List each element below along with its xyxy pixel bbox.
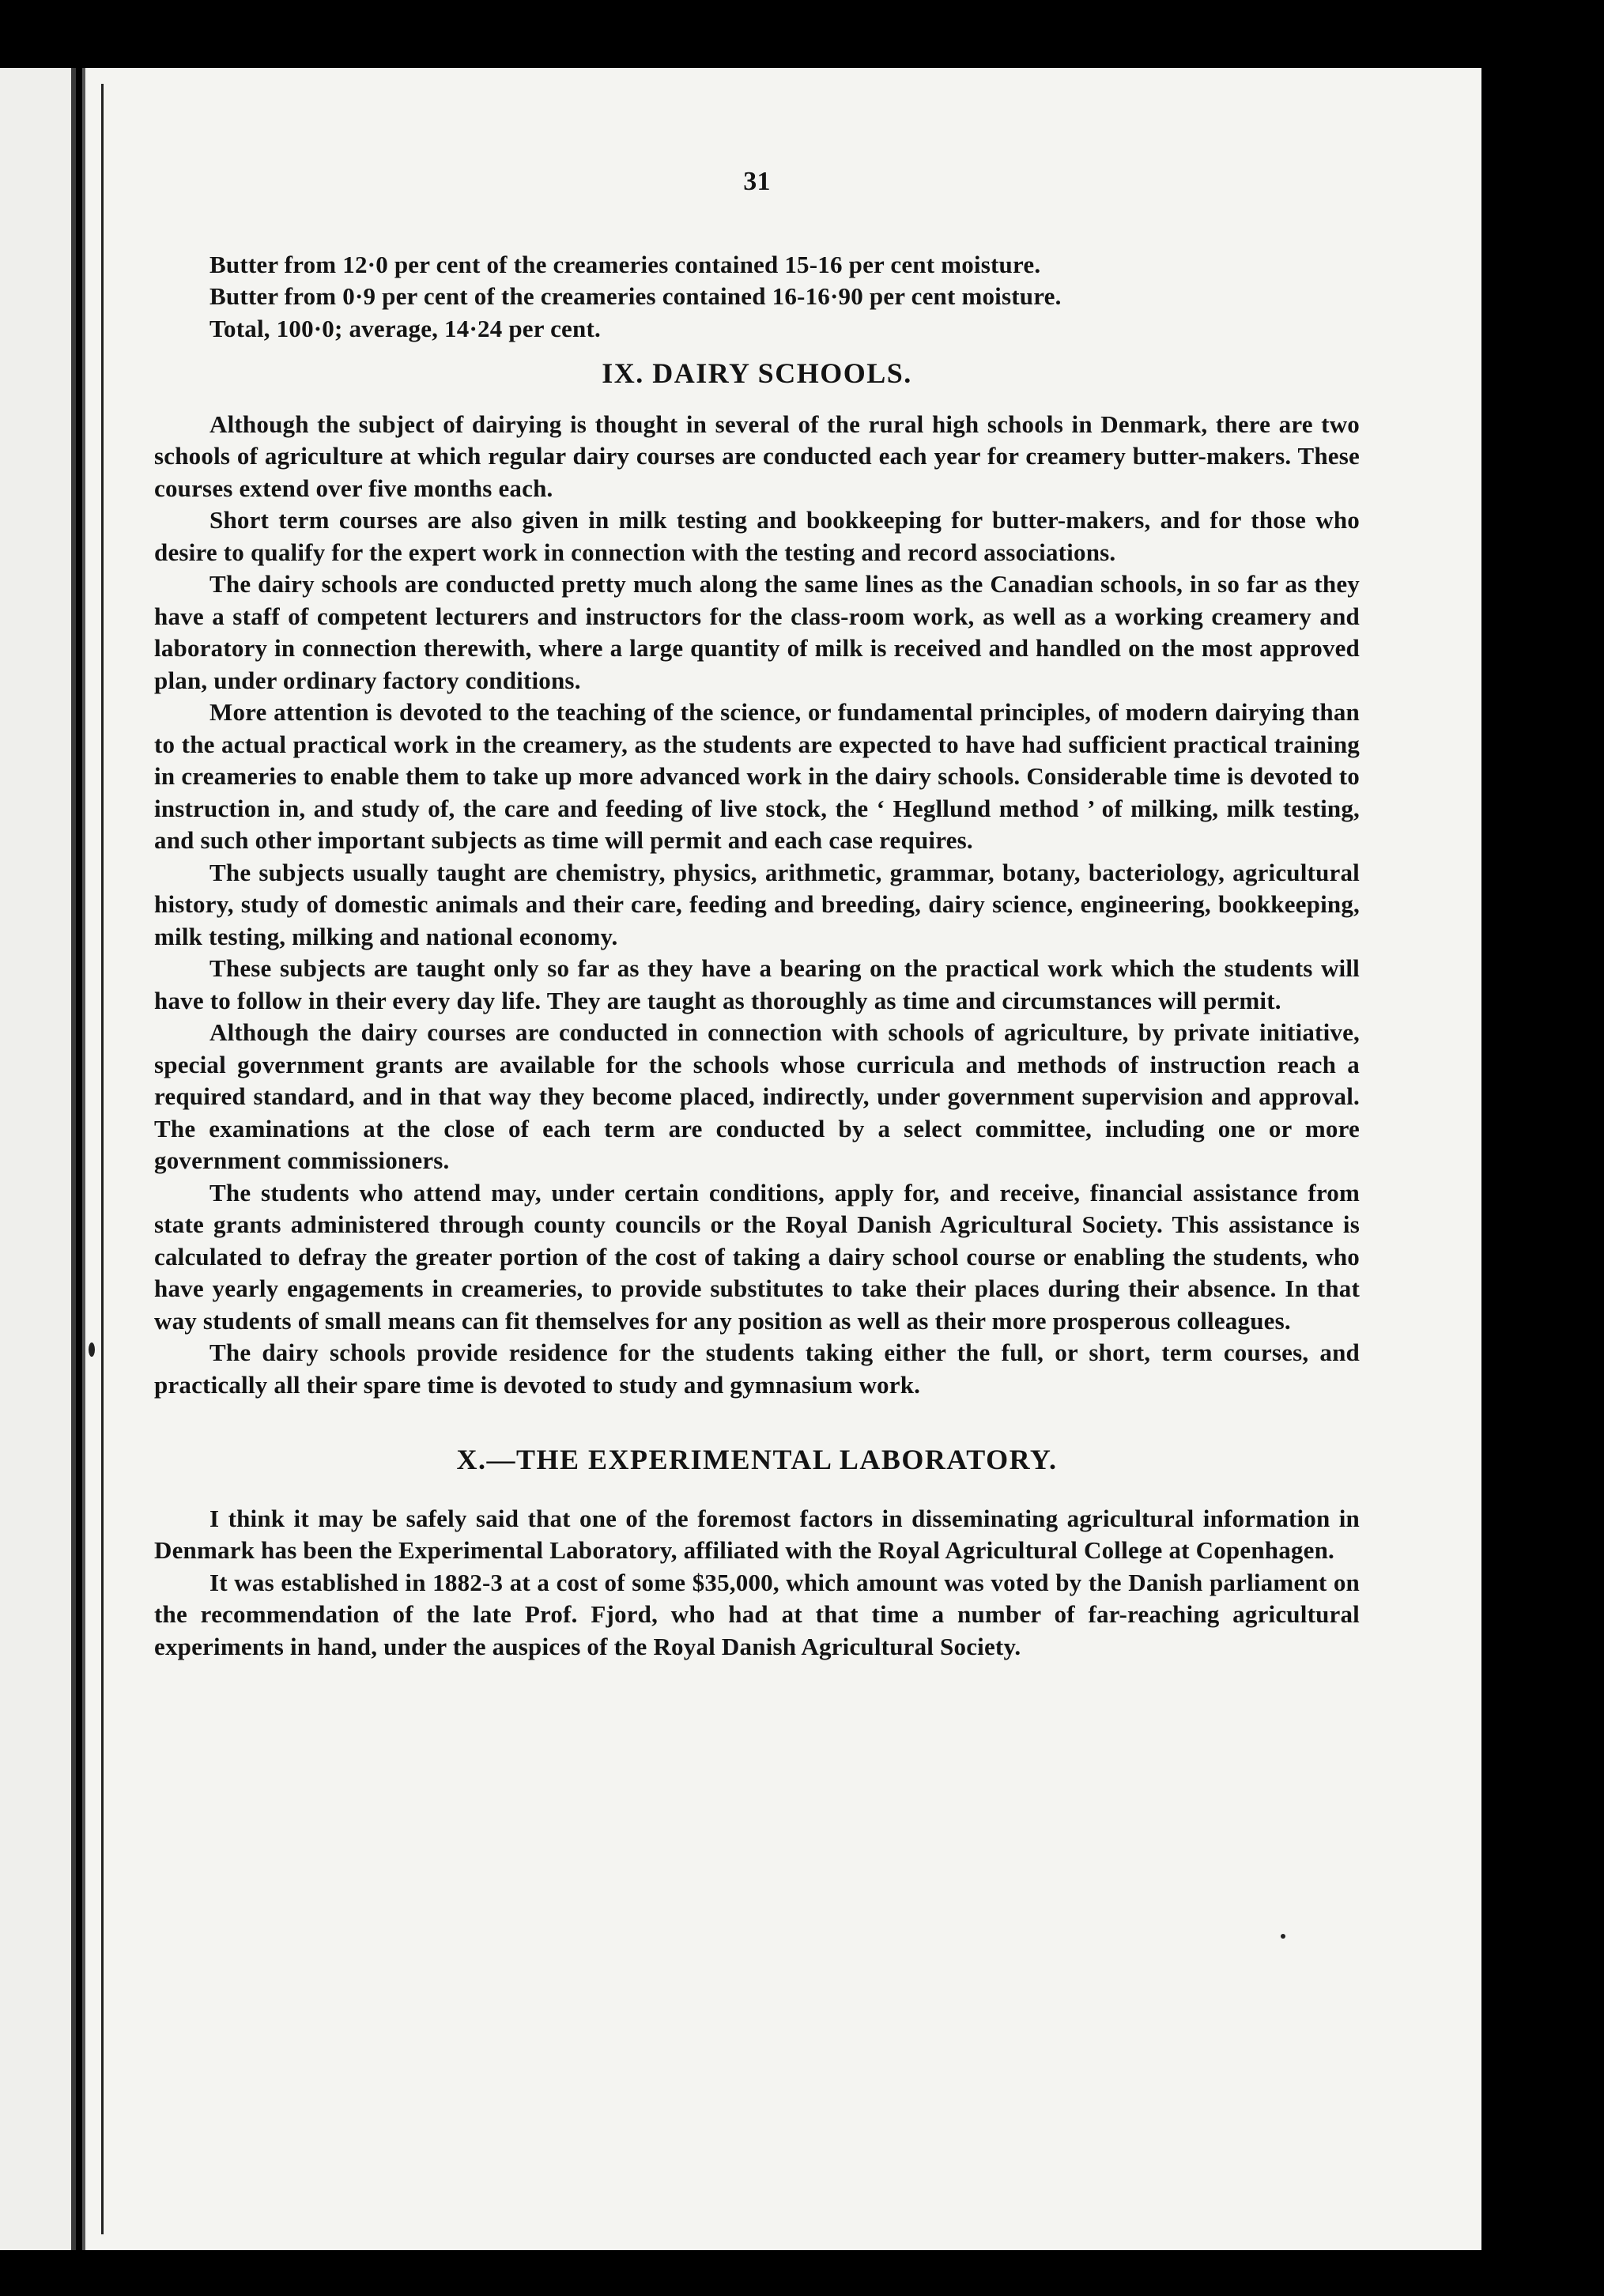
paragraph: Although the subject of dairying is thought in several of the rural high schools in Denmark, there are two schools of agriculture at which regular dairy courses are conducted each year for creamery butter-makers. These courses extend over five months each.: [154, 410, 1360, 502]
previous-page-edge: [0, 68, 76, 2250]
paragraph: The students who attend may, under certain conditions, apply for, and receive, financial assistance from state grants administered through county councils or the Royal Danish Agricultural Society. This assistance is calculated to defray the greater portion of the cost of taking a dairy school course or enabling the students, who have yearly engagements in creameries, to provide substitutes to take their places during their absence. In that way students of small means can fit themselves for any position as well as their more prosperous colleagues.: [154, 1178, 1360, 1335]
scan-speck: [89, 1342, 95, 1357]
stats-line: Butter from 0·9 per cent of the creameries contained 16-16·90 per cent moisture.: [209, 282, 1062, 310]
page-number: 31: [743, 167, 771, 196]
paragraph: It was established in 1882-3 at a cost of some $35,000, which amount was voted by the Danish parliament on the recommendation of the late Prof. Fjord, who had at that time a number of far-reaching agricultural experiments in hand, under the auspices of the Royal Danish Agricultural Society.: [154, 1568, 1360, 1660]
paragraph: The subjects usually taught are chemistry, physics, arithmetic, grammar, botany, bacteriology, agricultural history, study of domestic animals and their care, feeding and breeding, dairy science, engineering, bookkeeping, milk testing, milking and national economy.: [154, 858, 1360, 950]
stats-line: Butter from 12·0 per cent of the creameries contained 15-16 per cent moisture.: [209, 250, 1041, 278]
paragraph: Although the dairy courses are conducted in connection with schools of agriculture, by private initiative, special government grants are available for the schools whose curricula and methods of instruction reach a required standard, and in that way they become placed, indirectly, under government supervision and approval. The examinations at the close of each term are conducted by a select committee, including one or more government commissioners.: [154, 1018, 1360, 1174]
paragraph: More attention is devoted to the teaching of the science, or fundamental principles, of modern dairying than to the actual practical work in the creamery, as the students are expected to have had sufficient practical training in creameries to enable them to take up more advanced work in the dairy schools. Considerable time is devoted to instruction in, and study of, the care and feeding of live stock, the ‘ Hegllund method ’ of milking, milk testing, and such other important subjects as time will permit and each case requires.: [154, 698, 1360, 854]
section-heading-experimental-laboratory: X.—THE EXPERIMENTAL LABORATORY.: [456, 1444, 1058, 1475]
moisture-statistics: [154, 249, 1360, 346]
scan-speck: [1281, 1934, 1285, 1939]
stats-line: Total, 100·0; average, 14·24 per cent.: [209, 314, 601, 342]
paragraph: The dairy schools provide residence for the students taking either the full, or short, term courses, and practically all their spare time is devoted to study and gymnasium work.: [154, 1339, 1360, 1399]
paragraph: I think it may be safely said that one of the foremost factors in disseminating agricultural information in Denmark has been the Experimental Laboratory, affiliated with the Royal Agricultural College at Copenhagen.: [154, 1504, 1360, 1564]
binding-gutter-line: [101, 84, 104, 2234]
page-content: [154, 166, 1360, 1663]
paragraph: These subjects are taught only so far as they have a bearing on the practical work which the students will have to follow in their every day life. They are taught as thoroughly as time and circumstances will permit.: [154, 954, 1360, 1014]
paragraph: The dairy schools are conducted pretty much along the same lines as the Canadian schools, in so far as they have a staff of competent lecturers and instructors for the class-room work, as well as a working creamery and laboratory in connection therewith, where a large quantity of milk is received and handled on the most approved plan, under ordinary factory conditions.: [154, 570, 1360, 694]
section-heading-dairy-schools: IX. DAIRY SCHOOLS.: [602, 357, 912, 389]
paragraph: Short term courses are also given in milk testing and bookkeeping for butter-makers, and for those who desire to qualify for the expert work in connection with the testing and record associations.: [154, 506, 1360, 566]
